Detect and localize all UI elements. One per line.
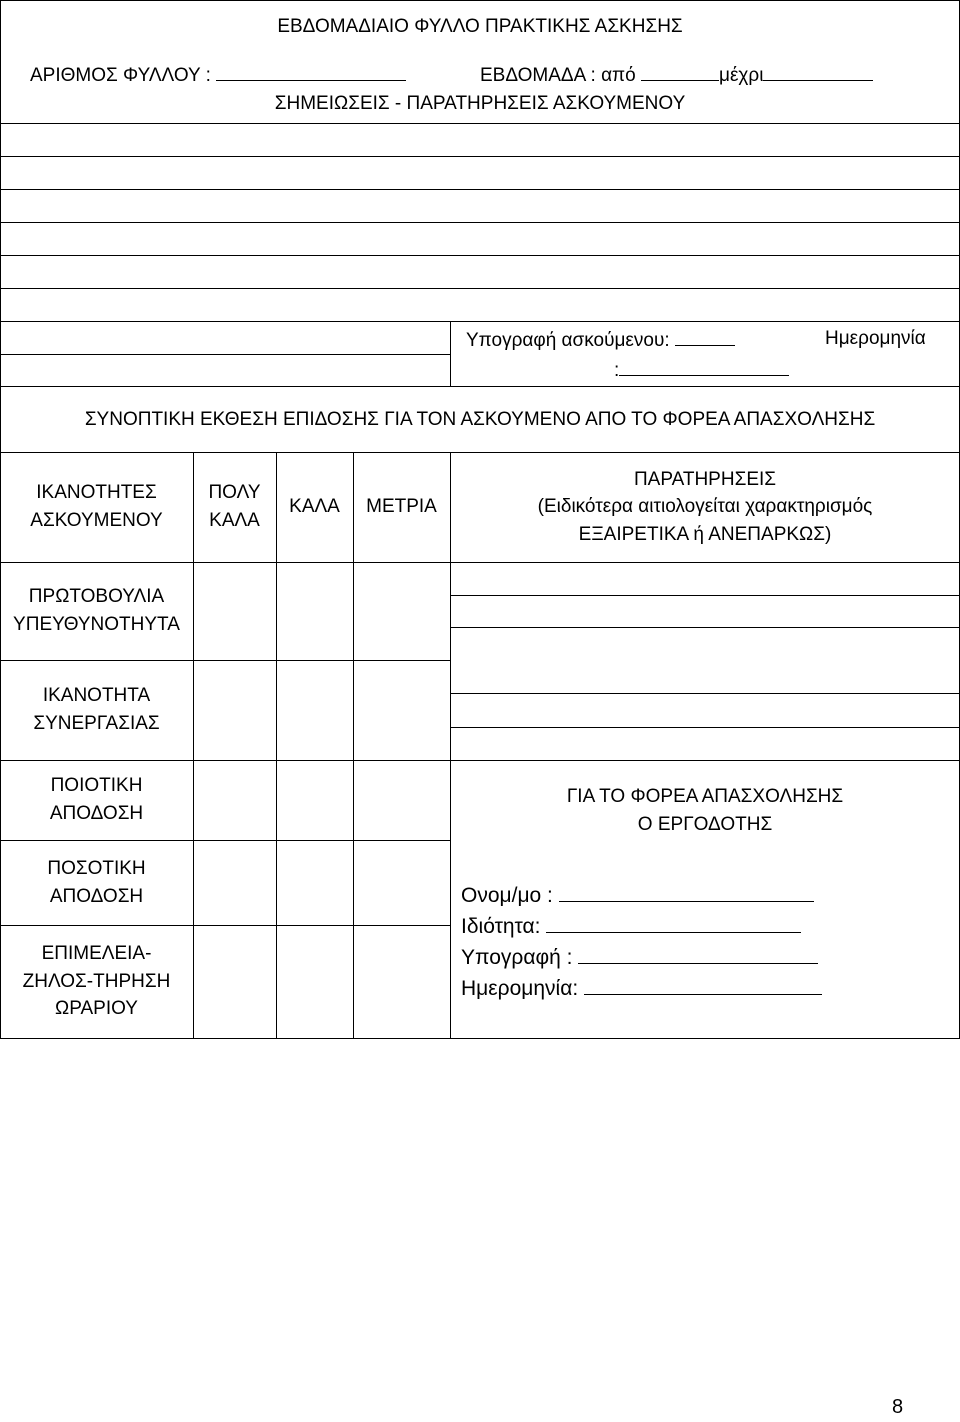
row-label-line: ΖΗΛΟΣ-ΤΗΡΗΣΗ: [22, 970, 171, 992]
trainee-signature-field: [466, 325, 735, 354]
row-label-quality: [0, 760, 193, 840]
header-remarks-line: ΕΞΑΙΡΕΤΙΚΑ ή ΑΝΕΠΑΡΚΩΣ): [578, 523, 832, 545]
row-label-line: ΠΟΣΟΤΙΚΗ: [47, 857, 146, 879]
trainee-date-field: [614, 355, 789, 384]
signature-cell-divider: [450, 321, 451, 386]
week-until-blank[interactable]: [763, 60, 873, 81]
row-label-line: ΕΠΙΜΕΛΕΙΑ-: [41, 943, 152, 965]
employer-date-blank[interactable]: [584, 972, 822, 995]
row-label-line: ΙΚΑΝΟΤΗΤΑ: [42, 685, 151, 707]
row-label-line: ΑΠΟΔΟΣΗ: [49, 803, 144, 824]
notes-row-line: [0, 123, 960, 124]
table-border-top: [0, 0, 960, 1]
employer-date-field: [461, 972, 822, 1003]
header-average: ΜΕΤΡΙΑ: [366, 496, 437, 518]
row-label-quantity: [0, 840, 193, 925]
employer-title: [450, 783, 960, 838]
row-label-diligence: [0, 925, 193, 1038]
employer-title-line: ΓΙΑ ΤΟ ΦΟΡΕΑ ΑΠΑΣΧΟΛΗΣΗΣ: [566, 786, 844, 807]
employer-signature-label: Υπογραφή :: [461, 946, 573, 970]
employer-title-line: Ο ΕΡΓΟΔΟΤΗΣ: [637, 813, 773, 835]
trainee-signature-blank[interactable]: [675, 325, 735, 346]
sheet-number-field: [30, 60, 406, 89]
header-skills-line: ΑΣΚΟΥΜΕΝΟΥ: [30, 510, 163, 531]
until-label: μέχρι: [719, 64, 764, 86]
header-very-good: [193, 452, 276, 562]
header-skills: [0, 452, 193, 562]
row-label-line: ΥΠΕΥΘΥΝΟΤΗΥΤΑ: [13, 614, 180, 635]
remarks-line: [450, 627, 960, 628]
employer-name-field: [461, 879, 814, 910]
notes-row-line: [0, 189, 960, 190]
notes-row-line: [0, 156, 960, 157]
header-skills-line: ΙΚΑΝΟΤΗΤΕΣ: [36, 482, 157, 504]
row-label-initiative: [0, 562, 193, 660]
trainee-date-colon: :: [614, 359, 620, 381]
header-remarks-line: ΠΑΡΑΤΗΡΗΣΕΙΣ: [633, 468, 777, 490]
trainee-date-blank[interactable]: [619, 355, 789, 376]
table-border-bottom: [0, 1038, 960, 1039]
page-number: 8: [892, 1396, 904, 1418]
employer-name-label: Ονομ/μο :: [461, 884, 553, 908]
header-very-good-line: ΠΟΛΥ: [208, 482, 261, 504]
header-very-good-line: ΚΑΛΑ: [209, 510, 260, 531]
row-label-line: ΣΥΝΕΡΓΑΣΙΑΣ: [33, 713, 160, 734]
trainee-signature-label: Υπογραφή ασκούμενου:: [466, 329, 670, 351]
employer-signature-field: [461, 941, 818, 972]
week-label: ΕΒΔΟΜΑΔΑ : από: [480, 64, 636, 86]
row-label-line: ΠΡΩΤΟΒΟΥΛΙΑ: [28, 586, 165, 608]
notes-row-line: [0, 288, 960, 289]
week-from-blank[interactable]: [641, 60, 719, 81]
notes-title: ΣΗΜΕΙΩΣΕΙΣ - ΠΑΡΑΤΗΡΗΣΕΙΣ ΑΣΚΟΥΜΕΝΟΥ: [274, 93, 686, 114]
header-remarks-line: (Ειδικότερα αιτιολογείται χαρακτηρισμός: [537, 496, 873, 518]
employer-role-field: [461, 910, 801, 941]
remarks-line: [450, 595, 960, 596]
employer-date-label: Ημερομηνία:: [461, 977, 579, 1001]
employer-role-label: Ιδιότητα:: [461, 915, 541, 939]
notes-row-line: [0, 255, 960, 256]
notes-row-line: [0, 354, 450, 355]
notes-row-line: [0, 321, 960, 322]
sheet-number-blank[interactable]: [216, 60, 406, 81]
sheet-number-label: ΑΡΙΘΜΟΣ ΦΥΛΛΟΥ :: [30, 64, 211, 86]
row-label-line: ΑΠΟΔΟΣΗ: [49, 885, 144, 907]
employer-signature-blank[interactable]: [578, 941, 818, 964]
row-label-line: ΠΟΙΟΤΙΚΗ: [50, 775, 143, 797]
remarks-line: [450, 693, 960, 694]
week-field: [480, 60, 873, 89]
employer-role-blank[interactable]: [546, 910, 801, 933]
report-title: ΣΥΝΟΠΤΙΚΗ ΕΚΘΕΣΗ ΕΠΙΔΟΣΗΣ ΓΙΑ ΤΟΝ ΑΣΚΟΥΜΕΝΟ ΑΠΟ ΤΟ ΦΟΡΕΑ ΑΠΑΣΧΟΛΗΣΗΣ: [84, 409, 876, 430]
notes-row-line: [0, 386, 960, 387]
remarks-line: [450, 727, 960, 728]
form-title: ΕΒΔΟΜΑΔΙΑΙΟ ΦΥΛΛΟ ΠΡΑΚΤΙΚΗΣ ΑΣΚΗΣΗΣ: [277, 16, 683, 37]
row-label-cooperation: [0, 660, 193, 760]
employer-name-blank[interactable]: [559, 879, 814, 902]
header-remarks: [450, 452, 960, 562]
notes-row-line: [0, 222, 960, 223]
row-label-line: ΩΡΑΡΙΟΥ: [55, 998, 138, 1020]
trainee-date-label: Ημερομηνία: [825, 328, 926, 349]
header-good: ΚΑΛΑ: [289, 496, 340, 518]
